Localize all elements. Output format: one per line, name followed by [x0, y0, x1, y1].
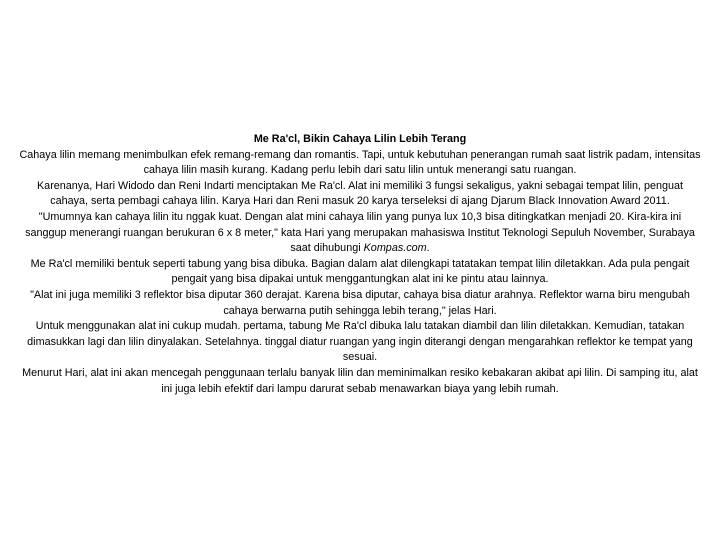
slide-text-block — [18, 132, 702, 397]
paragraph-intro: Cahaya lilin memang menimbulkan efek remang-remang dan romantis. Tapi, untuk kebutuhan penerangan rumah saat listrik padam, intensitas cahaya lilin masih kurang. Kadang perlu lebih dari satu lilin untuk menerangi satu ruangan. — [19, 148, 701, 177]
paragraph-benefits: Menurut Hari, alat ini akan mencegah penggunaan terlalu banyak lilin dan meminimalkan resiko kebakaran akibat api lilin. Di samping itu, alat ini juga lebih efektif dari lampu darurat sebab menawarkan biaya yang lebih rumah. — [22, 366, 698, 395]
quote-end: . — [426, 242, 430, 255]
paragraph-usage: Untuk menggunakan alat ini cukup mudah. pertama, tabung Me Ra'cl dibuka lalu tatakan diambil dan lilin diletakkan. Kemudian, tatakan dimasukkan lagi dan lilin dinyalakan. Setelahnya. tinggal diatur ruangan yang ingin diterangi dengan mengarahkan reflektor ke tempat yang sesuai. — [27, 320, 693, 364]
quote-text: "Umumnya kan cahaya lilin itu nggak kuat. Dengan alat mini cahaya lilin yang punya lux 10,3 bisa ditingkatkan menjadi 20. Kira-kira ini sanggup menerangi ruangan berukuran 6 x 8 meter," kata Hari yang merupakan mahasiswa Institut Teknologi Sepuluh November, Surabaya saat dihubungi — [25, 210, 695, 255]
document-title: Me Ra'cl, Bikin Cahaya Lilin Lebih Terang — [253, 133, 467, 145]
paragraph-reflector: "Alat ini juga memiliki 3 reflektor bisa diputar 360 derajat. Karena bisa diputar, cahaya bisa diatur arahnya. Reflektor warna biru mengubah cahaya berwarna putih sehingga lebih terang," jelas Hari. — [30, 288, 690, 317]
paragraph-shape: Me Ra'cl memiliki bentuk seperti tabung yang bisa dibuka. Bagian dalam alat dilengkapi tatatakan tempat lilin diletakkan. Ada pula pengait pengait yang bisa dipakai untuk menggantungkan alat ini ke pintu atau lainnya. — [30, 257, 690, 286]
paragraph-quote — [18, 210, 702, 257]
quote-source: Kompas.com — [363, 242, 427, 255]
paragraph-creators: Karenanya, Hari Widodo dan Reni Indarti menciptakan Me Ra'cl. Alat ini memiliki 3 fungsi sekaligus, yakni sebagai tempat lilin, penguat cahaya, serta pembagi cahaya lilin. Karya Hari dan Reni masuk 20 karya terseleksi di ajang Djarum Black Innovation Award 2011. — [36, 179, 683, 208]
